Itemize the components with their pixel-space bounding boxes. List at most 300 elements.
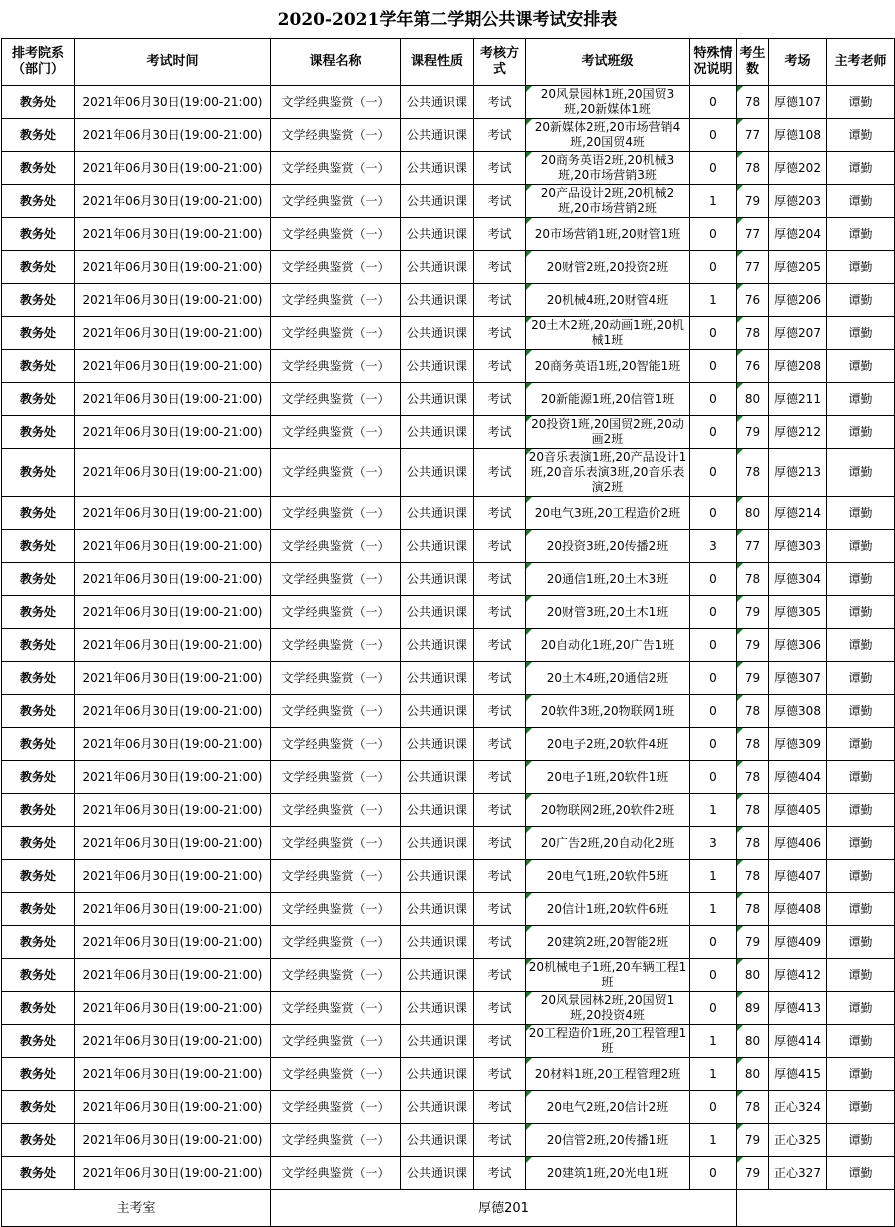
- cell-dept: 教务处: [2, 992, 75, 1025]
- cell-room: 厚德206: [769, 284, 827, 317]
- cell-teacher: 谭勤: [827, 596, 895, 629]
- cell-classes: 20商务英语1班,20智能1班: [526, 350, 690, 383]
- cell-method: 考试: [474, 251, 526, 284]
- table-row: [2, 416, 895, 449]
- cell-course: 文学经典鉴赏（一）: [271, 629, 401, 662]
- cell-time: 2021年06月30日(19:00-21:00): [75, 86, 271, 119]
- cell-course: 文学经典鉴赏（一）: [271, 992, 401, 1025]
- cell-teacher: 谭勤: [827, 662, 895, 695]
- cell-course: 文学经典鉴赏（一）: [271, 860, 401, 893]
- table-row: [2, 317, 895, 350]
- table-row: [2, 86, 895, 119]
- cell-dept: 教务处: [2, 695, 75, 728]
- cell-method: 考试: [474, 497, 526, 530]
- cell-method: 考试: [474, 827, 526, 860]
- cell-course: 文学经典鉴赏（一）: [271, 86, 401, 119]
- cell-dept: 教务处: [2, 152, 75, 185]
- cell-course: 文学经典鉴赏（一）: [271, 350, 401, 383]
- cell-dept: 教务处: [2, 827, 75, 860]
- table-row: [2, 992, 895, 1025]
- table-row: [2, 1157, 895, 1190]
- cell-method: 考试: [474, 1157, 526, 1190]
- cell-room: 厚德303: [769, 530, 827, 563]
- cell-method: 考试: [474, 992, 526, 1025]
- cell-count: 79: [737, 185, 769, 218]
- cell-special: 1: [690, 284, 737, 317]
- cell-count: 78: [737, 317, 769, 350]
- cell-special: 0: [690, 761, 737, 794]
- cell-classes: 20通信1班,20土木3班: [526, 563, 690, 596]
- cell-nature: 公共通识课: [401, 827, 474, 860]
- cell-dept: 教务处: [2, 1157, 75, 1190]
- cell-method: 考试: [474, 185, 526, 218]
- header-teacher: 主考老师: [827, 39, 895, 86]
- cell-classes: 20物联网2班,20软件2班: [526, 794, 690, 827]
- cell-count: 79: [737, 926, 769, 959]
- cell-time: 2021年06月30日(19:00-21:00): [75, 530, 271, 563]
- cell-course: 文学经典鉴赏（一）: [271, 563, 401, 596]
- footer-label: 主考室: [2, 1190, 271, 1227]
- cell-method: 考试: [474, 662, 526, 695]
- cell-nature: 公共通识课: [401, 959, 474, 992]
- cell-method: 考试: [474, 926, 526, 959]
- cell-special: 0: [690, 383, 737, 416]
- cell-room: 正心327: [769, 1157, 827, 1190]
- cell-time: 2021年06月30日(19:00-21:00): [75, 1091, 271, 1124]
- cell-teacher: 谭勤: [827, 218, 895, 251]
- cell-count: 80: [737, 1025, 769, 1058]
- cell-teacher: 谭勤: [827, 449, 895, 497]
- cell-nature: 公共通识课: [401, 449, 474, 497]
- cell-classes: 20投资1班,20国贸2班,20动画2班: [526, 416, 690, 449]
- cell-nature: 公共通识课: [401, 416, 474, 449]
- cell-time: 2021年06月30日(19:00-21:00): [75, 1124, 271, 1157]
- exam-schedule-table: [1, 38, 895, 1227]
- table-row: [2, 695, 895, 728]
- cell-teacher: 谭勤: [827, 416, 895, 449]
- cell-teacher: 谭勤: [827, 926, 895, 959]
- cell-room: 厚德305: [769, 596, 827, 629]
- cell-dept: 教务处: [2, 1124, 75, 1157]
- cell-nature: 公共通识课: [401, 860, 474, 893]
- cell-course: 文学经典鉴赏（一）: [271, 794, 401, 827]
- cell-special: 0: [690, 959, 737, 992]
- cell-course: 文学经典鉴赏（一）: [271, 1124, 401, 1157]
- cell-method: 考试: [474, 317, 526, 350]
- cell-method: 考试: [474, 761, 526, 794]
- cell-course: 文学经典鉴赏（一）: [271, 119, 401, 152]
- cell-special: 0: [690, 86, 737, 119]
- cell-classes: 20电子1班,20软件1班: [526, 761, 690, 794]
- cell-time: 2021年06月30日(19:00-21:00): [75, 152, 271, 185]
- cell-special: 0: [690, 218, 737, 251]
- cell-time: 2021年06月30日(19:00-21:00): [75, 449, 271, 497]
- cell-time: 2021年06月30日(19:00-21:00): [75, 1025, 271, 1058]
- cell-dept: 教务处: [2, 1025, 75, 1058]
- cell-special: 0: [690, 317, 737, 350]
- cell-special: 0: [690, 992, 737, 1025]
- cell-time: 2021年06月30日(19:00-21:00): [75, 119, 271, 152]
- cell-course: 文学经典鉴赏（一）: [271, 185, 401, 218]
- cell-nature: 公共通识课: [401, 119, 474, 152]
- cell-dept: 教务处: [2, 629, 75, 662]
- cell-nature: 公共通识课: [401, 1124, 474, 1157]
- cell-teacher: 谭勤: [827, 728, 895, 761]
- cell-time: 2021年06月30日(19:00-21:00): [75, 251, 271, 284]
- cell-classes: 20新媒体2班,20市场营销4班,20国贸4班: [526, 119, 690, 152]
- cell-nature: 公共通识课: [401, 1058, 474, 1091]
- cell-time: 2021年06月30日(19:00-21:00): [75, 992, 271, 1025]
- cell-nature: 公共通识课: [401, 497, 474, 530]
- footer-blank: [737, 1190, 895, 1227]
- cell-special: 0: [690, 926, 737, 959]
- cell-course: 文学经典鉴赏（一）: [271, 761, 401, 794]
- cell-time: 2021年06月30日(19:00-21:00): [75, 383, 271, 416]
- cell-method: 考试: [474, 563, 526, 596]
- cell-teacher: 谭勤: [827, 959, 895, 992]
- cell-special: 0: [690, 596, 737, 629]
- cell-method: 考试: [474, 350, 526, 383]
- cell-time: 2021年06月30日(19:00-21:00): [75, 629, 271, 662]
- cell-special: 3: [690, 530, 737, 563]
- cell-teacher: 谭勤: [827, 317, 895, 350]
- cell-room: 厚德405: [769, 794, 827, 827]
- cell-special: 1: [690, 185, 737, 218]
- cell-count: 78: [737, 695, 769, 728]
- cell-nature: 公共通识课: [401, 1157, 474, 1190]
- cell-time: 2021年06月30日(19:00-21:00): [75, 1157, 271, 1190]
- table-row: [2, 959, 895, 992]
- table-row: [2, 251, 895, 284]
- cell-course: 文学经典鉴赏（一）: [271, 530, 401, 563]
- cell-dept: 教务处: [2, 530, 75, 563]
- cell-room: 厚德308: [769, 695, 827, 728]
- cell-room: 厚德203: [769, 185, 827, 218]
- cell-special: 0: [690, 1091, 737, 1124]
- cell-classes: 20土木2班,20动画1班,20机械1班: [526, 317, 690, 350]
- table-row: [2, 119, 895, 152]
- cell-special: 0: [690, 563, 737, 596]
- cell-method: 考试: [474, 119, 526, 152]
- cell-teacher: 谭勤: [827, 152, 895, 185]
- cell-time: 2021年06月30日(19:00-21:00): [75, 959, 271, 992]
- cell-count: 79: [737, 416, 769, 449]
- cell-nature: 公共通识课: [401, 992, 474, 1025]
- cell-special: 0: [690, 629, 737, 662]
- table-row: [2, 185, 895, 218]
- header-room: 考场: [769, 39, 827, 86]
- cell-count: 80: [737, 1058, 769, 1091]
- cell-dept: 教务处: [2, 1091, 75, 1124]
- cell-room: 厚德214: [769, 497, 827, 530]
- cell-course: 文学经典鉴赏（一）: [271, 449, 401, 497]
- header-method: 考核方式: [474, 39, 526, 86]
- cell-course: 文学经典鉴赏（一）: [271, 662, 401, 695]
- cell-dept: 教务处: [2, 860, 75, 893]
- cell-nature: 公共通识课: [401, 629, 474, 662]
- table-row: [2, 497, 895, 530]
- table-row: [2, 596, 895, 629]
- header-classes: 考试班级: [526, 39, 690, 86]
- cell-method: 考试: [474, 416, 526, 449]
- cell-method: 考试: [474, 1025, 526, 1058]
- table-row: [2, 383, 895, 416]
- cell-room: 厚德107: [769, 86, 827, 119]
- cell-teacher: 谭勤: [827, 1124, 895, 1157]
- cell-count: 77: [737, 251, 769, 284]
- cell-dept: 教务处: [2, 893, 75, 926]
- cell-room: 厚德304: [769, 563, 827, 596]
- cell-nature: 公共通识课: [401, 185, 474, 218]
- cell-classes: 20产品设计2班,20机械2班,20市场营销2班: [526, 185, 690, 218]
- cell-room: 厚德207: [769, 317, 827, 350]
- cell-time: 2021年06月30日(19:00-21:00): [75, 596, 271, 629]
- cell-time: 2021年06月30日(19:00-21:00): [75, 761, 271, 794]
- cell-nature: 公共通识课: [401, 284, 474, 317]
- cell-room: 厚德108: [769, 119, 827, 152]
- cell-method: 考试: [474, 629, 526, 662]
- cell-special: 1: [690, 1124, 737, 1157]
- cell-course: 文学经典鉴赏（一）: [271, 497, 401, 530]
- cell-course: 文学经典鉴赏（一）: [271, 284, 401, 317]
- cell-nature: 公共通识课: [401, 728, 474, 761]
- cell-nature: 公共通识课: [401, 251, 474, 284]
- cell-teacher: 谭勤: [827, 530, 895, 563]
- cell-time: 2021年06月30日(19:00-21:00): [75, 317, 271, 350]
- cell-dept: 教务处: [2, 284, 75, 317]
- cell-nature: 公共通识课: [401, 794, 474, 827]
- cell-course: 文学经典鉴赏（一）: [271, 959, 401, 992]
- cell-teacher: 谭勤: [827, 1058, 895, 1091]
- cell-classes: 20建筑1班,20光电1班: [526, 1157, 690, 1190]
- cell-teacher: 谭勤: [827, 629, 895, 662]
- cell-time: 2021年06月30日(19:00-21:00): [75, 284, 271, 317]
- cell-room: 厚德306: [769, 629, 827, 662]
- table-row: [2, 152, 895, 185]
- cell-room: 厚德407: [769, 860, 827, 893]
- cell-method: 考试: [474, 959, 526, 992]
- cell-room: 正心324: [769, 1091, 827, 1124]
- table-row: [2, 350, 895, 383]
- table-row: [2, 1124, 895, 1157]
- cell-special: 1: [690, 794, 737, 827]
- cell-teacher: 谭勤: [827, 383, 895, 416]
- cell-nature: 公共通识课: [401, 563, 474, 596]
- cell-nature: 公共通识课: [401, 1091, 474, 1124]
- cell-dept: 教务处: [2, 218, 75, 251]
- header-dept: 排考院系（部门）: [2, 39, 75, 86]
- cell-count: 79: [737, 662, 769, 695]
- cell-room: 厚德204: [769, 218, 827, 251]
- cell-special: 0: [690, 251, 737, 284]
- cell-teacher: 谭勤: [827, 284, 895, 317]
- cell-dept: 教务处: [2, 959, 75, 992]
- cell-dept: 教务处: [2, 185, 75, 218]
- cell-count: 78: [737, 152, 769, 185]
- cell-count: 79: [737, 596, 769, 629]
- cell-count: 78: [737, 794, 769, 827]
- cell-nature: 公共通识课: [401, 383, 474, 416]
- cell-method: 考试: [474, 86, 526, 119]
- cell-nature: 公共通识课: [401, 893, 474, 926]
- cell-classes: 20自动化1班,20广告1班: [526, 629, 690, 662]
- cell-method: 考试: [474, 893, 526, 926]
- cell-special: 0: [690, 728, 737, 761]
- cell-teacher: 谭勤: [827, 860, 895, 893]
- cell-special: 0: [690, 1157, 737, 1190]
- table-row: [2, 794, 895, 827]
- cell-course: 文学经典鉴赏（一）: [271, 317, 401, 350]
- cell-time: 2021年06月30日(19:00-21:00): [75, 728, 271, 761]
- cell-nature: 公共通识课: [401, 530, 474, 563]
- cell-method: 考试: [474, 1058, 526, 1091]
- cell-special: 0: [690, 119, 737, 152]
- cell-time: 2021年06月30日(19:00-21:00): [75, 416, 271, 449]
- cell-room: 厚德213: [769, 449, 827, 497]
- cell-count: 80: [737, 497, 769, 530]
- cell-teacher: 谭勤: [827, 86, 895, 119]
- cell-time: 2021年06月30日(19:00-21:00): [75, 185, 271, 218]
- cell-dept: 教务处: [2, 119, 75, 152]
- cell-course: 文学经典鉴赏（一）: [271, 596, 401, 629]
- table-row: [2, 1091, 895, 1124]
- table-row: [2, 893, 895, 926]
- cell-special: 1: [690, 860, 737, 893]
- header-count: 考生数: [737, 39, 769, 86]
- cell-count: 78: [737, 761, 769, 794]
- header-nature: 课程性质: [401, 39, 474, 86]
- cell-classes: 20信管2班,20传播1班: [526, 1124, 690, 1157]
- cell-count: 78: [737, 449, 769, 497]
- cell-nature: 公共通识课: [401, 695, 474, 728]
- table-row: [2, 926, 895, 959]
- cell-classes: 20材料1班,20工程管理2班: [526, 1058, 690, 1091]
- cell-count: 78: [737, 563, 769, 596]
- cell-teacher: 谭勤: [827, 794, 895, 827]
- cell-room: 厚德205: [769, 251, 827, 284]
- cell-time: 2021年06月30日(19:00-21:00): [75, 893, 271, 926]
- cell-teacher: 谭勤: [827, 119, 895, 152]
- cell-classes: 20机械4班,20财管4班: [526, 284, 690, 317]
- cell-teacher: 谭勤: [827, 185, 895, 218]
- cell-special: 1: [690, 1025, 737, 1058]
- cell-time: 2021年06月30日(19:00-21:00): [75, 860, 271, 893]
- cell-classes: 20新能源1班,20信管1班: [526, 383, 690, 416]
- cell-room: 厚德413: [769, 992, 827, 1025]
- table-header-row: [2, 39, 895, 86]
- cell-course: 文学经典鉴赏（一）: [271, 251, 401, 284]
- cell-classes: 20商务英语2班,20机械3班,20市场营销3班: [526, 152, 690, 185]
- cell-room: 厚德414: [769, 1025, 827, 1058]
- cell-count: 78: [737, 86, 769, 119]
- cell-time: 2021年06月30日(19:00-21:00): [75, 218, 271, 251]
- table-row: [2, 827, 895, 860]
- cell-classes: 20财管3班,20土木1班: [526, 596, 690, 629]
- cell-count: 80: [737, 383, 769, 416]
- cell-nature: 公共通识课: [401, 86, 474, 119]
- cell-classes: 20音乐表演1班,20产品设计1班,20音乐表演3班,20音乐表演2班: [526, 449, 690, 497]
- header-special: 特殊情况说明: [690, 39, 737, 86]
- cell-dept: 教务处: [2, 497, 75, 530]
- table-row: [2, 284, 895, 317]
- table-body: [2, 86, 895, 1190]
- cell-course: 文学经典鉴赏（一）: [271, 926, 401, 959]
- cell-course: 文学经典鉴赏（一）: [271, 1058, 401, 1091]
- cell-count: 76: [737, 284, 769, 317]
- cell-room: 厚德211: [769, 383, 827, 416]
- cell-nature: 公共通识课: [401, 596, 474, 629]
- cell-method: 考试: [474, 695, 526, 728]
- cell-method: 考试: [474, 284, 526, 317]
- cell-teacher: 谭勤: [827, 1091, 895, 1124]
- cell-teacher: 谭勤: [827, 497, 895, 530]
- cell-classes: 20广告2班,20自动化2班: [526, 827, 690, 860]
- cell-method: 考试: [474, 449, 526, 497]
- cell-count: 79: [737, 1157, 769, 1190]
- footer-value: 厚德201: [271, 1190, 737, 1227]
- page-title: 2020-2021学年第二学期公共课考试安排表: [277, 10, 618, 30]
- cell-dept: 教务处: [2, 728, 75, 761]
- cell-room: 正心325: [769, 1124, 827, 1157]
- cell-classes: 20信计1班,20软件6班: [526, 893, 690, 926]
- cell-method: 考试: [474, 596, 526, 629]
- cell-classes: 20电气1班,20软件5班: [526, 860, 690, 893]
- cell-nature: 公共通识课: [401, 218, 474, 251]
- cell-room: 厚德208: [769, 350, 827, 383]
- cell-special: 0: [690, 662, 737, 695]
- table-row: [2, 1025, 895, 1058]
- cell-count: 77: [737, 530, 769, 563]
- cell-dept: 教务处: [2, 251, 75, 284]
- cell-course: 文学经典鉴赏（一）: [271, 827, 401, 860]
- cell-nature: 公共通识课: [401, 761, 474, 794]
- cell-dept: 教务处: [2, 794, 75, 827]
- cell-count: 78: [737, 728, 769, 761]
- cell-time: 2021年06月30日(19:00-21:00): [75, 695, 271, 728]
- table-row: [2, 449, 895, 497]
- cell-time: 2021年06月30日(19:00-21:00): [75, 794, 271, 827]
- cell-classes: 20机械电子1班,20车辆工程1班: [526, 959, 690, 992]
- cell-room: 厚德412: [769, 959, 827, 992]
- cell-count: 76: [737, 350, 769, 383]
- table-row: [2, 662, 895, 695]
- footer-row: [2, 1190, 895, 1227]
- cell-count: 78: [737, 1091, 769, 1124]
- cell-course: 文学经典鉴赏（一）: [271, 728, 401, 761]
- cell-classes: 20市场营销1班,20财管1班: [526, 218, 690, 251]
- cell-course: 文学经典鉴赏（一）: [271, 1157, 401, 1190]
- cell-course: 文学经典鉴赏（一）: [271, 416, 401, 449]
- cell-dept: 教务处: [2, 449, 75, 497]
- cell-special: 0: [690, 350, 737, 383]
- cell-time: 2021年06月30日(19:00-21:00): [75, 926, 271, 959]
- cell-time: 2021年06月30日(19:00-21:00): [75, 662, 271, 695]
- cell-dept: 教务处: [2, 563, 75, 596]
- cell-dept: 教务处: [2, 926, 75, 959]
- cell-count: 79: [737, 1124, 769, 1157]
- cell-classes: 20风景园林2班,20国贸1班,20投资4班: [526, 992, 690, 1025]
- cell-teacher: 谭勤: [827, 1025, 895, 1058]
- header-time: 考试时间: [75, 39, 271, 86]
- cell-teacher: 谭勤: [827, 563, 895, 596]
- cell-classes: 20电子2班,20软件4班: [526, 728, 690, 761]
- cell-room: 厚德307: [769, 662, 827, 695]
- cell-count: 78: [737, 827, 769, 860]
- table-row: [2, 218, 895, 251]
- cell-room: 厚德212: [769, 416, 827, 449]
- cell-nature: 公共通识课: [401, 1025, 474, 1058]
- cell-teacher: 谭勤: [827, 695, 895, 728]
